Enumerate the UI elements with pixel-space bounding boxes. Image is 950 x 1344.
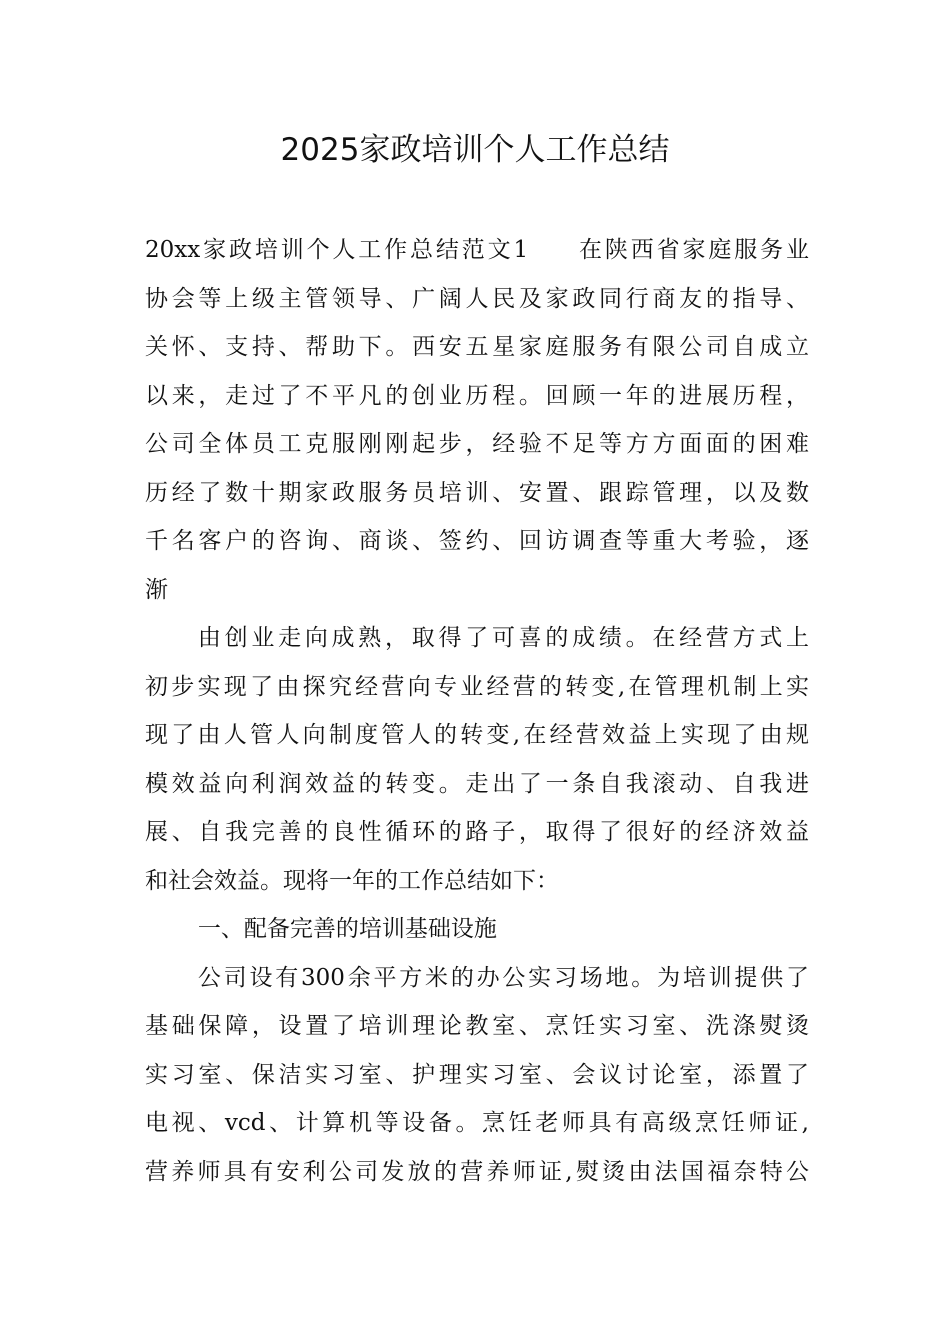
text-line: 基础保障，设置了培训理论教室、烹饪实习室、洗涤熨烫 — [145, 1013, 809, 1039]
document-body — [145, 226, 809, 1196]
text-line: 营养师具有安利公司发放的营养师证,熨烫由法国福奈特公 — [145, 1158, 809, 1185]
text-line: 模效益向利润效益的转变。走出了一条自我滚动、自我进 — [145, 770, 809, 797]
text-line: 公司全体员工克服刚刚起步，经验不足等方方面面的困难 — [145, 431, 809, 457]
section-heading — [145, 905, 809, 954]
text-line: 实习室、保洁实习室、护理实习室、会议讨论室，添置了 — [145, 1061, 809, 1088]
text-line: 千名客户的咨询、商谈、签约、回访调查等重大考验，逐 — [145, 528, 809, 554]
text-line: 以来，走过了不平凡的创业历程。回顾一年的进展历程， — [145, 382, 809, 409]
text-line: 关怀、支持、帮助下。西安五星家庭服务有限公司自成立 — [145, 334, 809, 360]
paragraph-intro — [145, 226, 809, 614]
text-line: 展、自我完善的良性循环的路子，取得了很好的经济效益 — [145, 819, 809, 845]
text-line: 协会等上级主管领导、广阔人民及家政同行商友的指导、 — [145, 285, 809, 312]
text-line: 公司设有300余平方米的办公实习场地。为培训提供了 — [197, 964, 809, 991]
section-lead: 20xx家政培训个人工作总结范文1 — [145, 237, 529, 263]
line-text: 在陕西省家庭服务业 — [576, 237, 810, 263]
text-line: 渐 — [145, 576, 168, 603]
document-title: 2025家政培训个人工作总结 — [280, 132, 670, 168]
text-line: 现了由人管人向制度管人的转变,在经营效益上实现了由规 — [145, 722, 809, 748]
text-line: 电视、vcd、计算机等设备。烹饪老师具有高级烹饪师证, — [145, 1110, 809, 1136]
text-line: 初步实现了由探究经营向专业经营的转变,在管理机制上实 — [145, 673, 809, 700]
text-line: 一、配备完善的培训基础设施 — [197, 916, 497, 942]
text-line: 历经了数十期家政服务员培训、安置、跟踪管理，以及数 — [145, 479, 809, 506]
paragraph-achievements — [145, 614, 809, 905]
paragraph-facilities — [145, 954, 809, 1197]
text-line: 由创业走向成熟，取得了可喜的成绩。在经营方式上 — [197, 625, 809, 651]
text-line — [145, 226, 809, 275]
text-line: 和社会效益。现将一年的工作总结如下： — [145, 867, 559, 894]
